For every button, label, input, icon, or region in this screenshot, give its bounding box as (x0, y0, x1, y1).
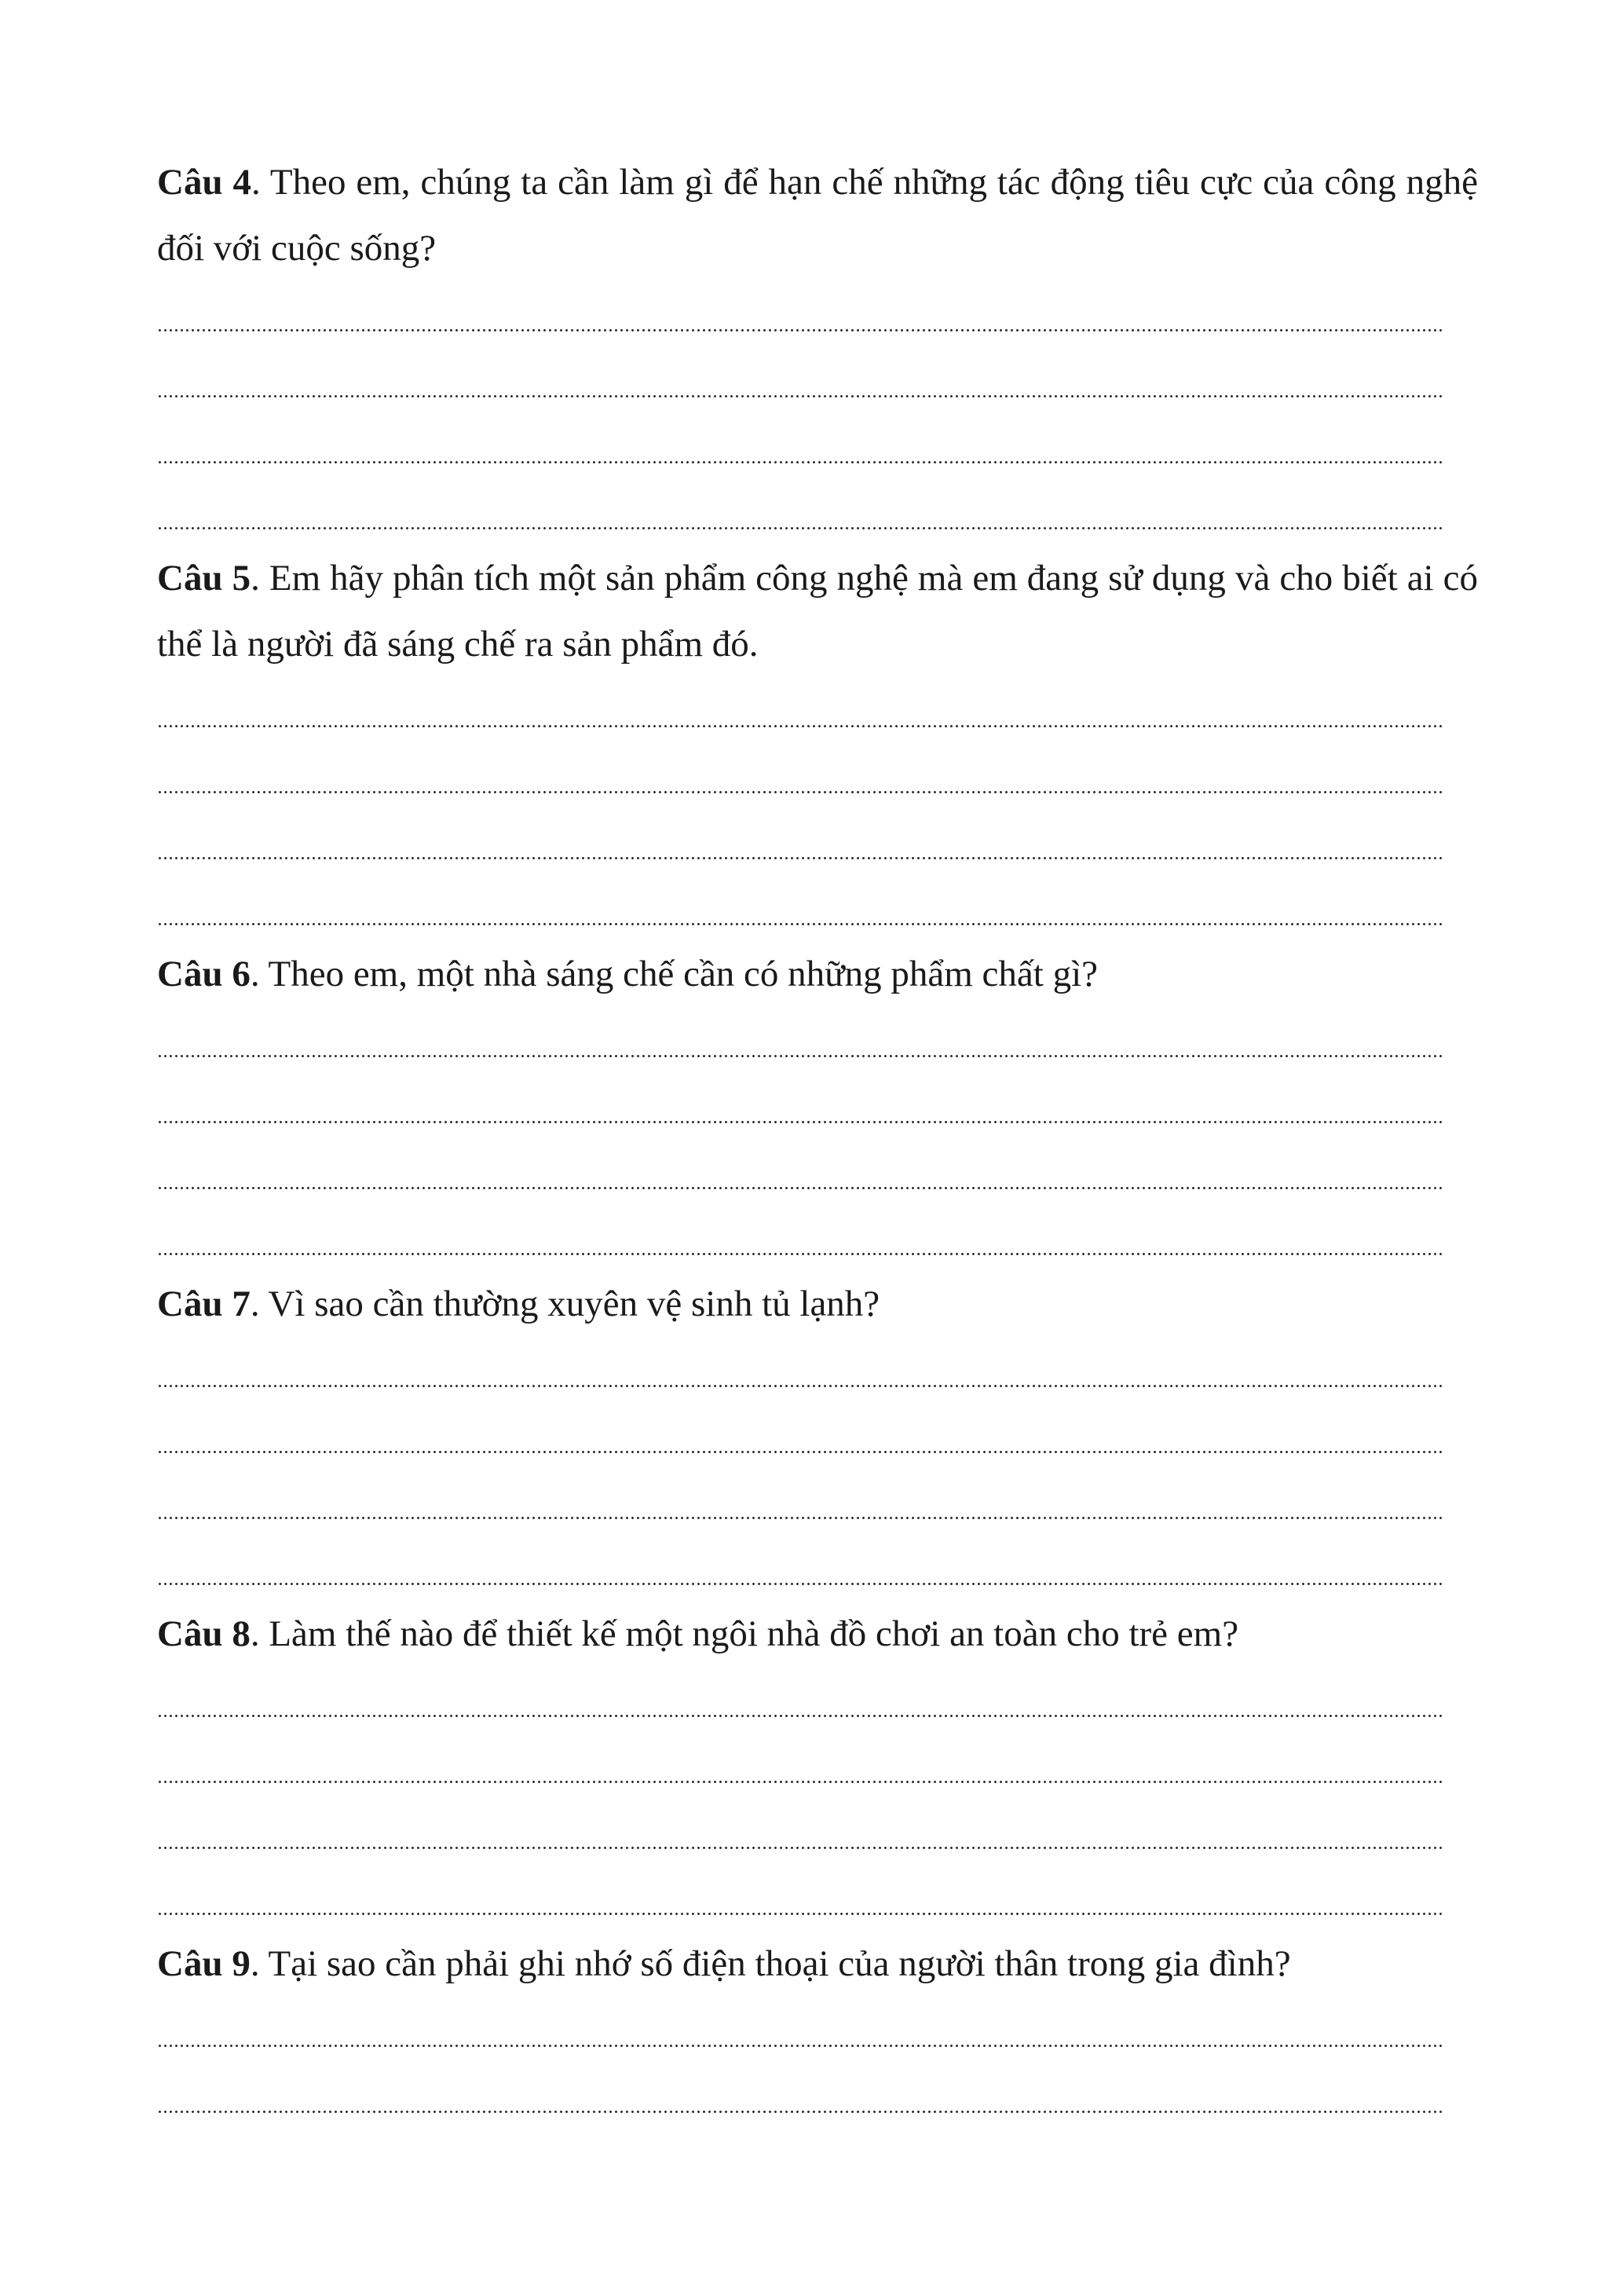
question-label: Câu 9 (157, 1943, 251, 1984)
question-text (157, 1271, 1478, 1337)
answer-line[interactable] (157, 1799, 1445, 1865)
answer-line[interactable] (157, 1667, 1445, 1733)
answer-line[interactable] (157, 281, 1445, 347)
question-9 (157, 1931, 1478, 2129)
question-8 (157, 1601, 1478, 1931)
answer-line[interactable] (157, 1469, 1445, 1535)
question-prompt: . Theo em, chúng ta cần làm gì để hạn chế những tác động tiêu cực của công nghệ đối với cuộc sống? (157, 162, 1478, 269)
answer-line[interactable] (157, 1007, 1445, 1073)
question-5 (157, 545, 1478, 941)
answer-lines (157, 1997, 1478, 2129)
question-prompt: . Theo em, một nhà sáng chế cần có những phẩm chất gì? (250, 954, 1099, 994)
answer-line[interactable] (157, 1073, 1445, 1139)
question-prompt: . Em hãy phân tích một sản phẩm công nghệ mà em đang sử dụng và cho biết ai có thể là người đã sáng chế ra sản phẩm đó. (157, 558, 1478, 665)
question-7 (157, 1271, 1478, 1601)
answer-line[interactable] (157, 1733, 1445, 1799)
worksheet-page (157, 149, 1478, 2129)
answer-line[interactable] (157, 1403, 1445, 1469)
answer-line[interactable] (157, 1535, 1445, 1601)
question-label: Câu 7 (157, 1283, 251, 1324)
question-label: Câu 6 (157, 954, 251, 994)
answer-lines (157, 677, 1478, 941)
question-text (157, 1931, 1478, 1997)
answer-line[interactable] (157, 743, 1445, 809)
answer-line[interactable] (157, 1205, 1445, 1271)
question-6 (157, 941, 1478, 1271)
answer-line[interactable] (157, 875, 1445, 941)
answer-line[interactable] (157, 1997, 1445, 2063)
answer-lines (157, 1007, 1478, 1271)
answer-line[interactable] (157, 413, 1445, 479)
answer-line[interactable] (157, 1139, 1445, 1205)
answer-line[interactable] (157, 479, 1445, 545)
answer-line[interactable] (157, 809, 1445, 875)
answer-line[interactable] (157, 347, 1445, 413)
answer-line[interactable] (157, 1337, 1445, 1403)
answer-line[interactable] (157, 677, 1445, 743)
answer-lines (157, 1667, 1478, 1931)
question-text (157, 941, 1478, 1007)
answer-lines (157, 1337, 1478, 1601)
question-text (157, 1601, 1478, 1667)
question-prompt: . Làm thế nào để thiết kế một ngôi nhà đồ chơi an toàn cho trẻ em? (250, 1613, 1239, 1654)
answer-lines (157, 281, 1478, 545)
question-4 (157, 149, 1478, 545)
answer-line[interactable] (157, 2063, 1445, 2129)
question-label: Câu 8 (157, 1613, 251, 1654)
question-label: Câu 4 (157, 162, 252, 203)
question-prompt: . Tại sao cần phải ghi nhớ số điện thoại của người thân trong gia đình? (250, 1943, 1291, 1984)
question-label: Câu 5 (157, 558, 251, 599)
question-text (157, 149, 1478, 281)
question-prompt: . Vì sao cần thường xuyên vệ sinh tủ lạnh? (250, 1283, 880, 1324)
question-text (157, 545, 1478, 677)
answer-line[interactable] (157, 1865, 1445, 1931)
